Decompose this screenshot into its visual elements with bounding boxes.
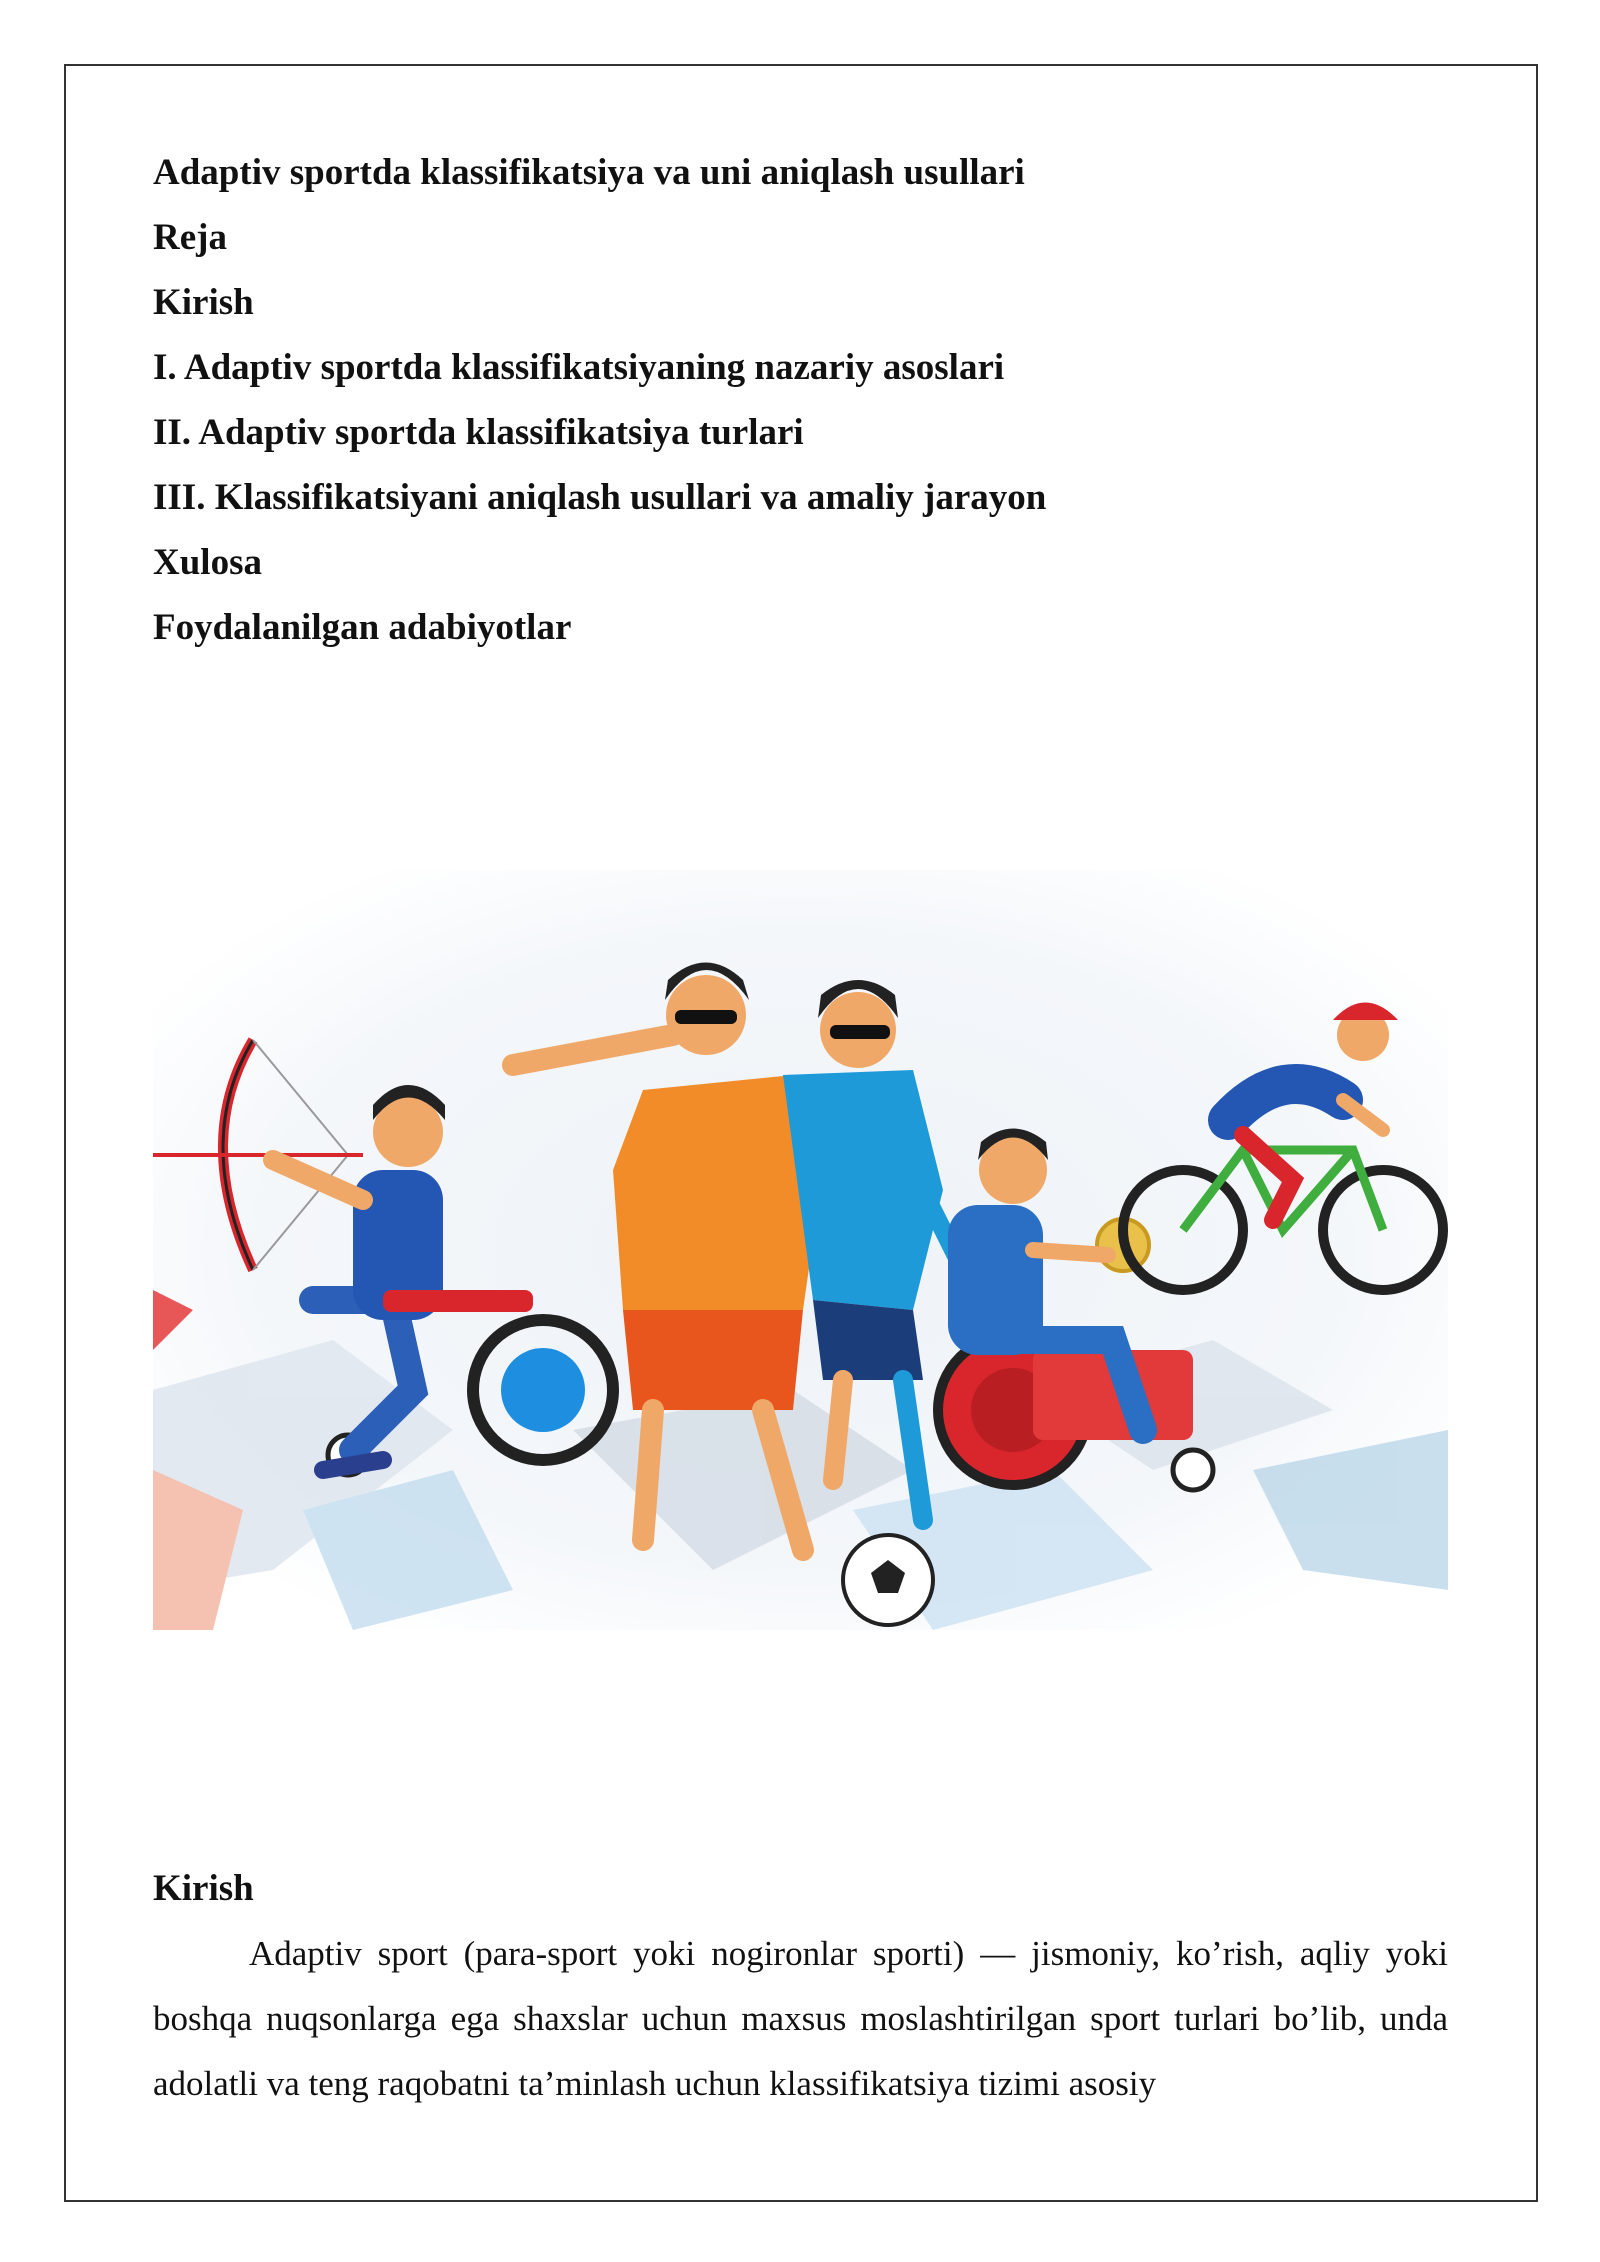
toc-item-references: Foydalanilgan adabiyotlar — [153, 607, 572, 648]
table-of-contents — [153, 140, 1448, 660]
document-title: Adaptiv sportda klassifikatsiya va uni aniqlash usullari — [153, 152, 1025, 193]
plan-heading: Reja — [153, 217, 227, 258]
adaptive-sports-illustration — [153, 870, 1448, 1630]
toc-item-chapter-2: II. Adaptiv sportda klassifikatsiya turlari — [153, 412, 804, 453]
toc-item-conclusion: Xulosa — [153, 542, 262, 583]
toc-item-chapter-3: III. Klassifikatsiyani aniqlash usullari va amaliy jarayon — [153, 477, 1047, 518]
introduction-paragraph: Adaptiv sport (para-sport yoki nogironlar sporti) — jismoniy, ko’rish, aqliy yoki boshqa nuqsonlarga ega shaxslar uchun maxsus moslashtirilgan sport turlari bo’lib, unda adolatli va teng raqobatni ta’minlash uchun klassifikatsiya tizimi asosiy — [153, 1934, 1448, 2103]
toc-item-chapter-1: I. Adaptiv sportda klassifikatsiyaning nazariy asoslari — [153, 347, 1005, 388]
introduction-heading: Kirish — [153, 1868, 254, 1909]
toc-item-introduction: Kirish — [153, 282, 254, 323]
introduction-section — [153, 1856, 1448, 2116]
